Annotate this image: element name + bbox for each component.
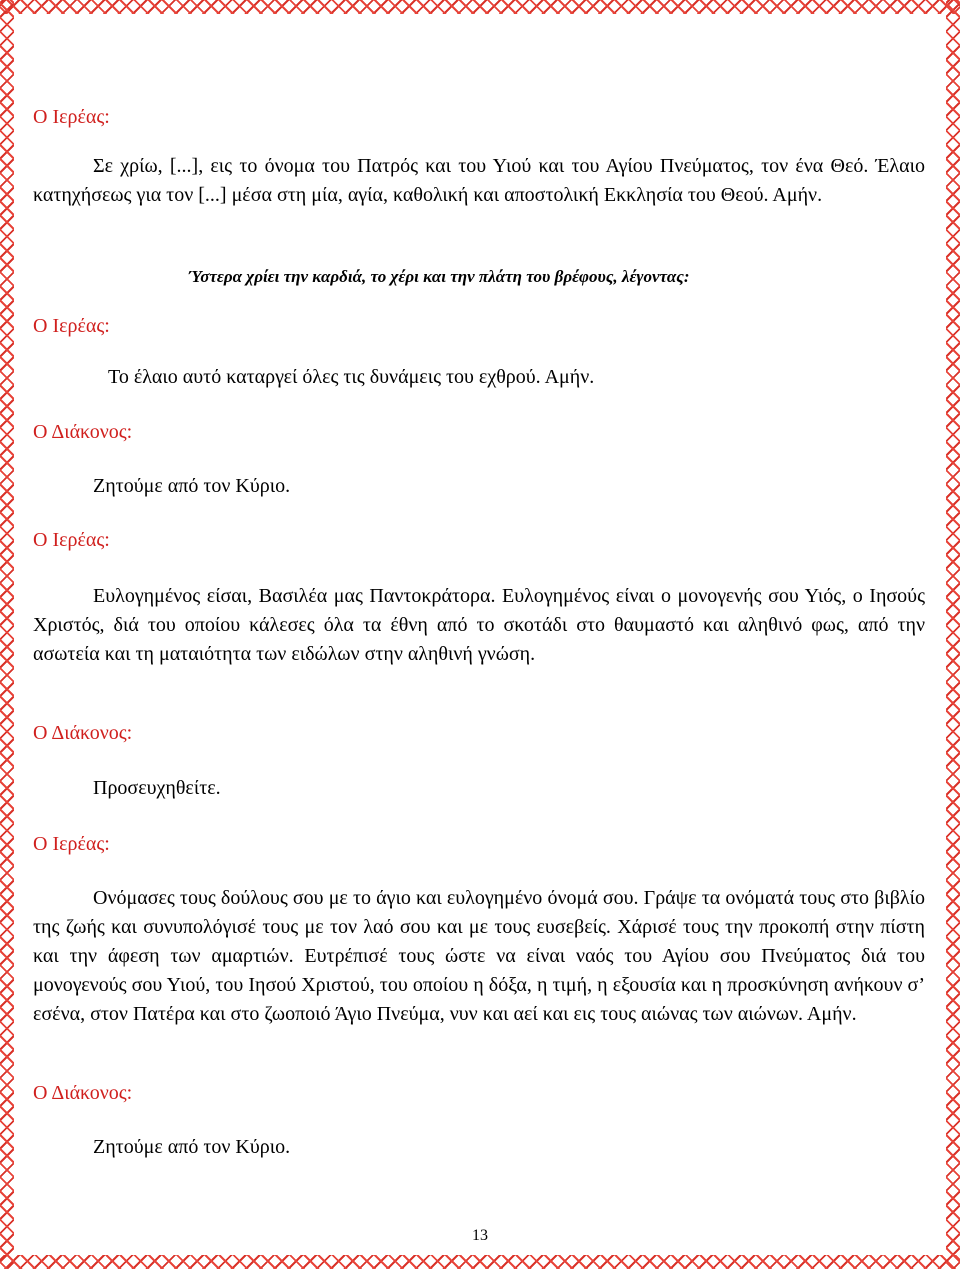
- priest-prayer-blessed: Ευλογημένος είσαι, Βασιλέα μας Παντοκράτορα. Ευλογημένος είναι ο μονογενής σου Υιός, ο Ιησούς Χριστός, διά του οποίου κάλεσες όλα τα έθνη από το σκοτάδι στο θαυμαστό και αληθινό φως, από την ασωτεία και τη ματαιότητα των ειδώλων στην αληθινή γνώση.: [33, 585, 925, 665]
- decorative-border-left: [0, 0, 14, 1269]
- decorative-border-top: [0, 0, 960, 14]
- deacon-line-petition: Ζητούμε από τον Κύριο.: [93, 1136, 291, 1158]
- priest-prayer-anointing: Σε χρίω, [...], εις το όνομα του Πατρός και του Υιού και του Αγίου Πνεύματος, τον ένα Θεό. Έλαιο κατηχήσεως για τον [...] μέσα στη μία, αγία, καθολική και αποστολική Εκκλησία του Θεού. Αμήν.: [33, 155, 925, 206]
- speaker-label-deacon: Ο Διάκονος:: [33, 722, 133, 744]
- decorative-border-bottom: [0, 1255, 960, 1269]
- speaker-label-priest: Ο Ιερέας:: [33, 529, 110, 551]
- decorative-border-right: [946, 0, 960, 1269]
- priest-line-oil: Το έλαιο αυτό καταργεί όλες τις δυνάμεις του εχθρού. Αμήν.: [108, 366, 595, 388]
- speaker-label-priest: Ο Ιερέας:: [33, 315, 110, 337]
- deacon-line-pray: Προσευχηθείτε.: [93, 777, 221, 799]
- page-number: 13: [472, 1227, 488, 1244]
- speaker-label-priest: Ο Ιερέας:: [33, 833, 110, 855]
- speaker-label-deacon: Ο Διάκονος:: [33, 1082, 133, 1104]
- rubric-instruction: Ύστερα χρίει την καρδιά, το χέρι και την πλάτη του βρέφους, λέγοντας:: [189, 267, 690, 286]
- deacon-line-petition: Ζητούμε από τον Κύριο.: [93, 475, 291, 497]
- priest-prayer-naming: Ονόμασες τους δούλους σου με το άγιο και ευλογημένο όνομά σου. Γράψε τα ονόματά τους στο βιβλίο της ζωής και συνυπολόγισέ τους με τον λαό σου και με τους ευσεβείς. Χάρισέ τους την προκοπή στην πίστη και την άφεση των αμαρτιών. Ευτρέπισέ τους ώστε να είναι ναός του Αγίου σου Πνεύματος διά του μονογενούς σου Υιού, του Ιησού Χριστού, του οποίου η δόξα, η τιμή, η εξουσία και η προσκύνηση ανήκουν σ’ εσένα, στον Πατέρα και στο ζωοποιό Άγιο Πνεύμα, νυν και αεί και εις τους αιώνας των αιώνων. Αμήν.: [33, 887, 925, 1025]
- speaker-label-priest: Ο Ιερέας:: [33, 106, 110, 128]
- speaker-label-deacon: Ο Διάκονος:: [33, 421, 133, 443]
